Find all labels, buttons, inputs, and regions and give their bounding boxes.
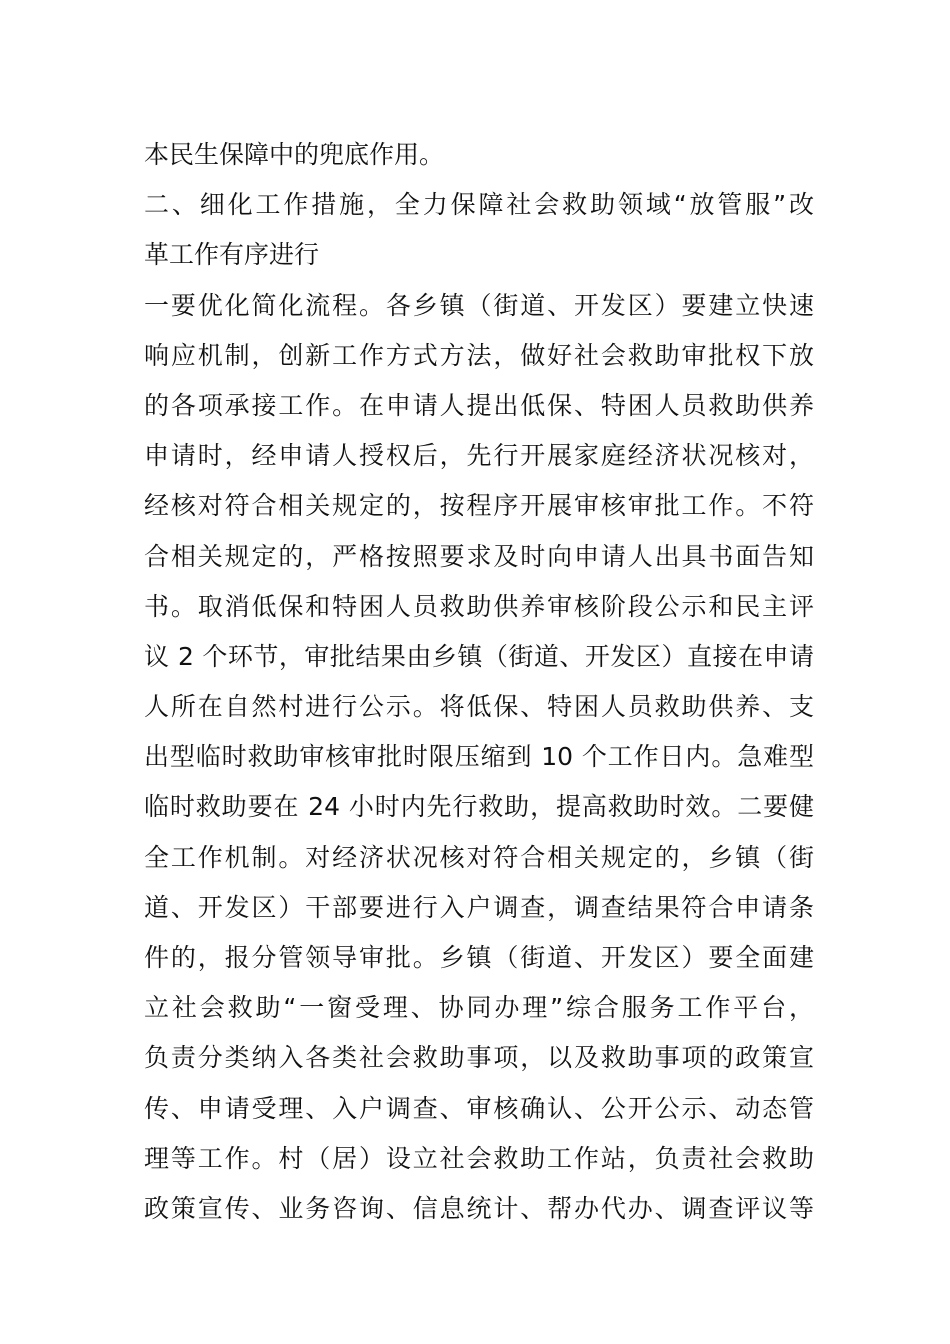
text-line: 议 2 个环节，审批结果由乡镇（街道、开发区）直接在申请 bbox=[144, 641, 814, 671]
text-line: 理等工作。村（居）设立社会救助工作站，负责社会救助 bbox=[144, 1143, 814, 1173]
text-line: 全工作机制。对经济状况核对符合相关规定的，乡镇（街 bbox=[144, 842, 814, 872]
text-line: 传、申请受理、入户调查、审核确认、公开公示、动态管 bbox=[144, 1093, 814, 1123]
text-line: 立社会救助“一窗受理、协同办理”综合服务工作平台， bbox=[144, 993, 814, 1023]
text-line: 人所在自然村进行公示。将低保、特困人员救助供养、支 bbox=[144, 692, 814, 722]
text-line: 响应机制，创新工作方式方法，做好社会救助审批权下放 bbox=[144, 340, 814, 370]
text-line: 件的，报分管领导审批。乡镇（街道、开发区）要全面建 bbox=[144, 943, 814, 972]
section-heading-line: 革工作有序进行 bbox=[144, 240, 320, 270]
text-line: 的各项承接工作。在申请人提出低保、特困人员救助供养 bbox=[144, 390, 814, 420]
text-line: 申请时，经申请人授权后，先行开展家庭经济状况核对， bbox=[144, 441, 814, 471]
text-line: 政策宣传、业务咨询、信息统计、帮办代办、调查评议等 bbox=[144, 1193, 814, 1223]
section-heading-line: 二、细化工作措施，全力保障社会救助领域“放管服”改 bbox=[144, 190, 814, 220]
text-line: 书。取消低保和特困人员救助供养审核阶段公示和民主评 bbox=[144, 591, 814, 621]
text-line: 出型临时救助审核审批时限压缩到 10 个工作日内。急难型 bbox=[144, 742, 814, 772]
body-text bbox=[144, 130, 814, 1234]
text-line: 临时救助要在 24 小时内先行救助，提高救助时效。二要健 bbox=[144, 792, 814, 822]
text-line: 一要优化简化流程。各乡镇（街道、开发区）要建立快速 bbox=[144, 290, 814, 320]
text-line: 合相关规定的，严格按照要求及时向申请人出具书面告知 bbox=[144, 541, 814, 571]
text-line: 道、开发区）干部要进行入户调查，调查结果符合申请条 bbox=[144, 892, 814, 922]
text-line: 本民生保障中的兜底作用。 bbox=[144, 140, 445, 169]
text-line: 负责分类纳入各类社会救助事项，以及救助事项的政策宣 bbox=[144, 1043, 814, 1073]
text-line: 经核对符合相关规定的，按程序开展审核审批工作。不符 bbox=[144, 491, 814, 521]
